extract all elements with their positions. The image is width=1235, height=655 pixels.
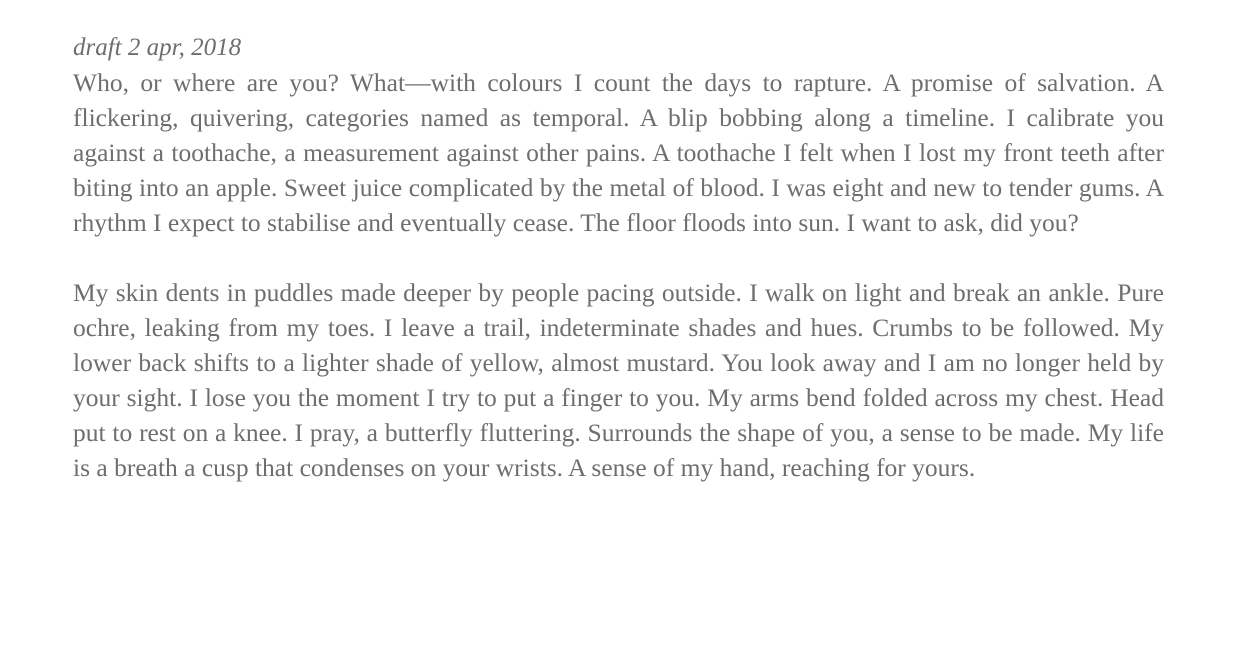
draft-date: draft 2 apr, 2018 [73,34,242,61]
paragraph-1: Who, or where are you? What—with colours I count the days to rapture. A promise of salvation. A flickering, quivering, categories named as temporal. A blip bobbing along a timeline. I calibrate you against a toothache, a measurement against other pains. A toothache I felt when I lost my front teeth after biting into an apple. Sweet juice complicated by the metal of blood. I was eight and new to tender gums. A rhythm I expect to stabilise and eventually cease. The floor floods into sun. I want to ask, did you? [73,68,1164,237]
document-body [73,30,1164,485]
paragraph-2: My skin dents in puddles made deeper by people pacing outside. I walk on light and break an ankle. Pure ochre, leaking from my toes. I leave a trail, indeterminate shades and hues. Crumbs to be followed. My lower back shifts to a lighter shade of yellow, almost mustard. You look away and I am no longer held by your sight. I lose you the moment I try to put a finger to you. My arms bend folded across my chest. Head put to rest on a knee. I pray, a butterfly fluttering. Surrounds the shape of you, a sense to be made. My life is a breath a cusp that condenses on your wrists. A sense of my hand, reaching for yours. [73,278,1164,482]
